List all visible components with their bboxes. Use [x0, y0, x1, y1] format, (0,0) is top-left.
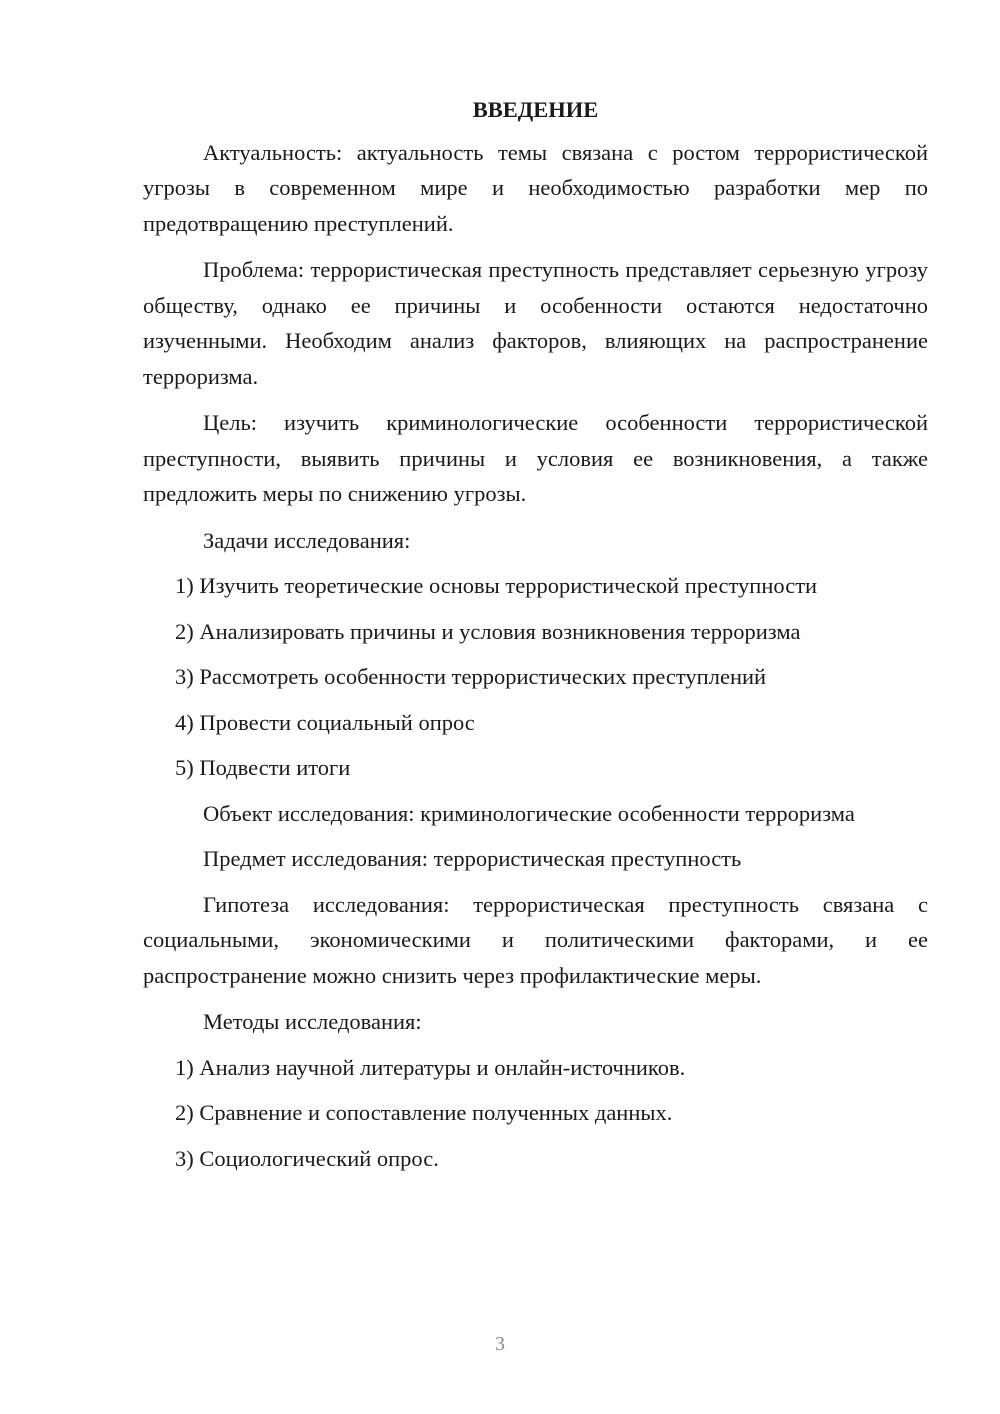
research-object: Объект исследования: криминологические особенности терроризма	[203, 800, 855, 826]
methods-title: Методы исследования:	[203, 1009, 422, 1034]
paragraph-goal: Цель: изучить криминологические особенности террористической преступности, выявить причины и условия ее возникновения, а также предложить меры по снижению угрозы.	[143, 410, 928, 506]
method-item: 1) Анализ научной литературы и онлайн-источников.	[175, 1054, 686, 1080]
task-item: 2) Анализировать причины и условия возникновения терроризма	[175, 618, 801, 644]
method-item: 3) Социологический опрос.	[175, 1145, 439, 1171]
paragraph-problem: Проблема: террористическая преступность представляет серьезную угрозу обществу, однако ее причины и особенности остаются недостаточно изученными. Необходим анализ факторов, влияющих на распространение терроризма.	[143, 257, 928, 389]
tasks-title: Задачи исследования:	[203, 527, 411, 553]
research-subject: Предмет исследования: террористическая преступность	[203, 846, 742, 871]
page-content	[143, 92, 928, 1186]
method-item: 2) Сравнение и сопоставление полученных данных.	[175, 1100, 673, 1125]
task-item: 4) Провести социальный опрос	[175, 709, 475, 735]
task-item: 3) Рассмотреть особенности террористических преступлений	[175, 664, 767, 689]
page-number: 3	[495, 1333, 505, 1355]
task-item: 5) Подвести итоги	[175, 755, 351, 780]
paragraph-relevance: Актуальность: актуальность темы связана с ростом террористической угрозы в современном мире и необходимостью разработки мер по предотвращению преступлений.	[143, 139, 928, 236]
paragraph-hypothesis: Гипотеза исследования: террористическая преступность связана с социальными, экономическими и политическими факторами, и ее распространение можно снизить через профилактические меры.	[143, 891, 928, 988]
section-heading: ВВЕДЕНИЕ	[472, 97, 599, 122]
task-item: 1) Изучить теоретические основы террористической преступности	[175, 573, 818, 598]
